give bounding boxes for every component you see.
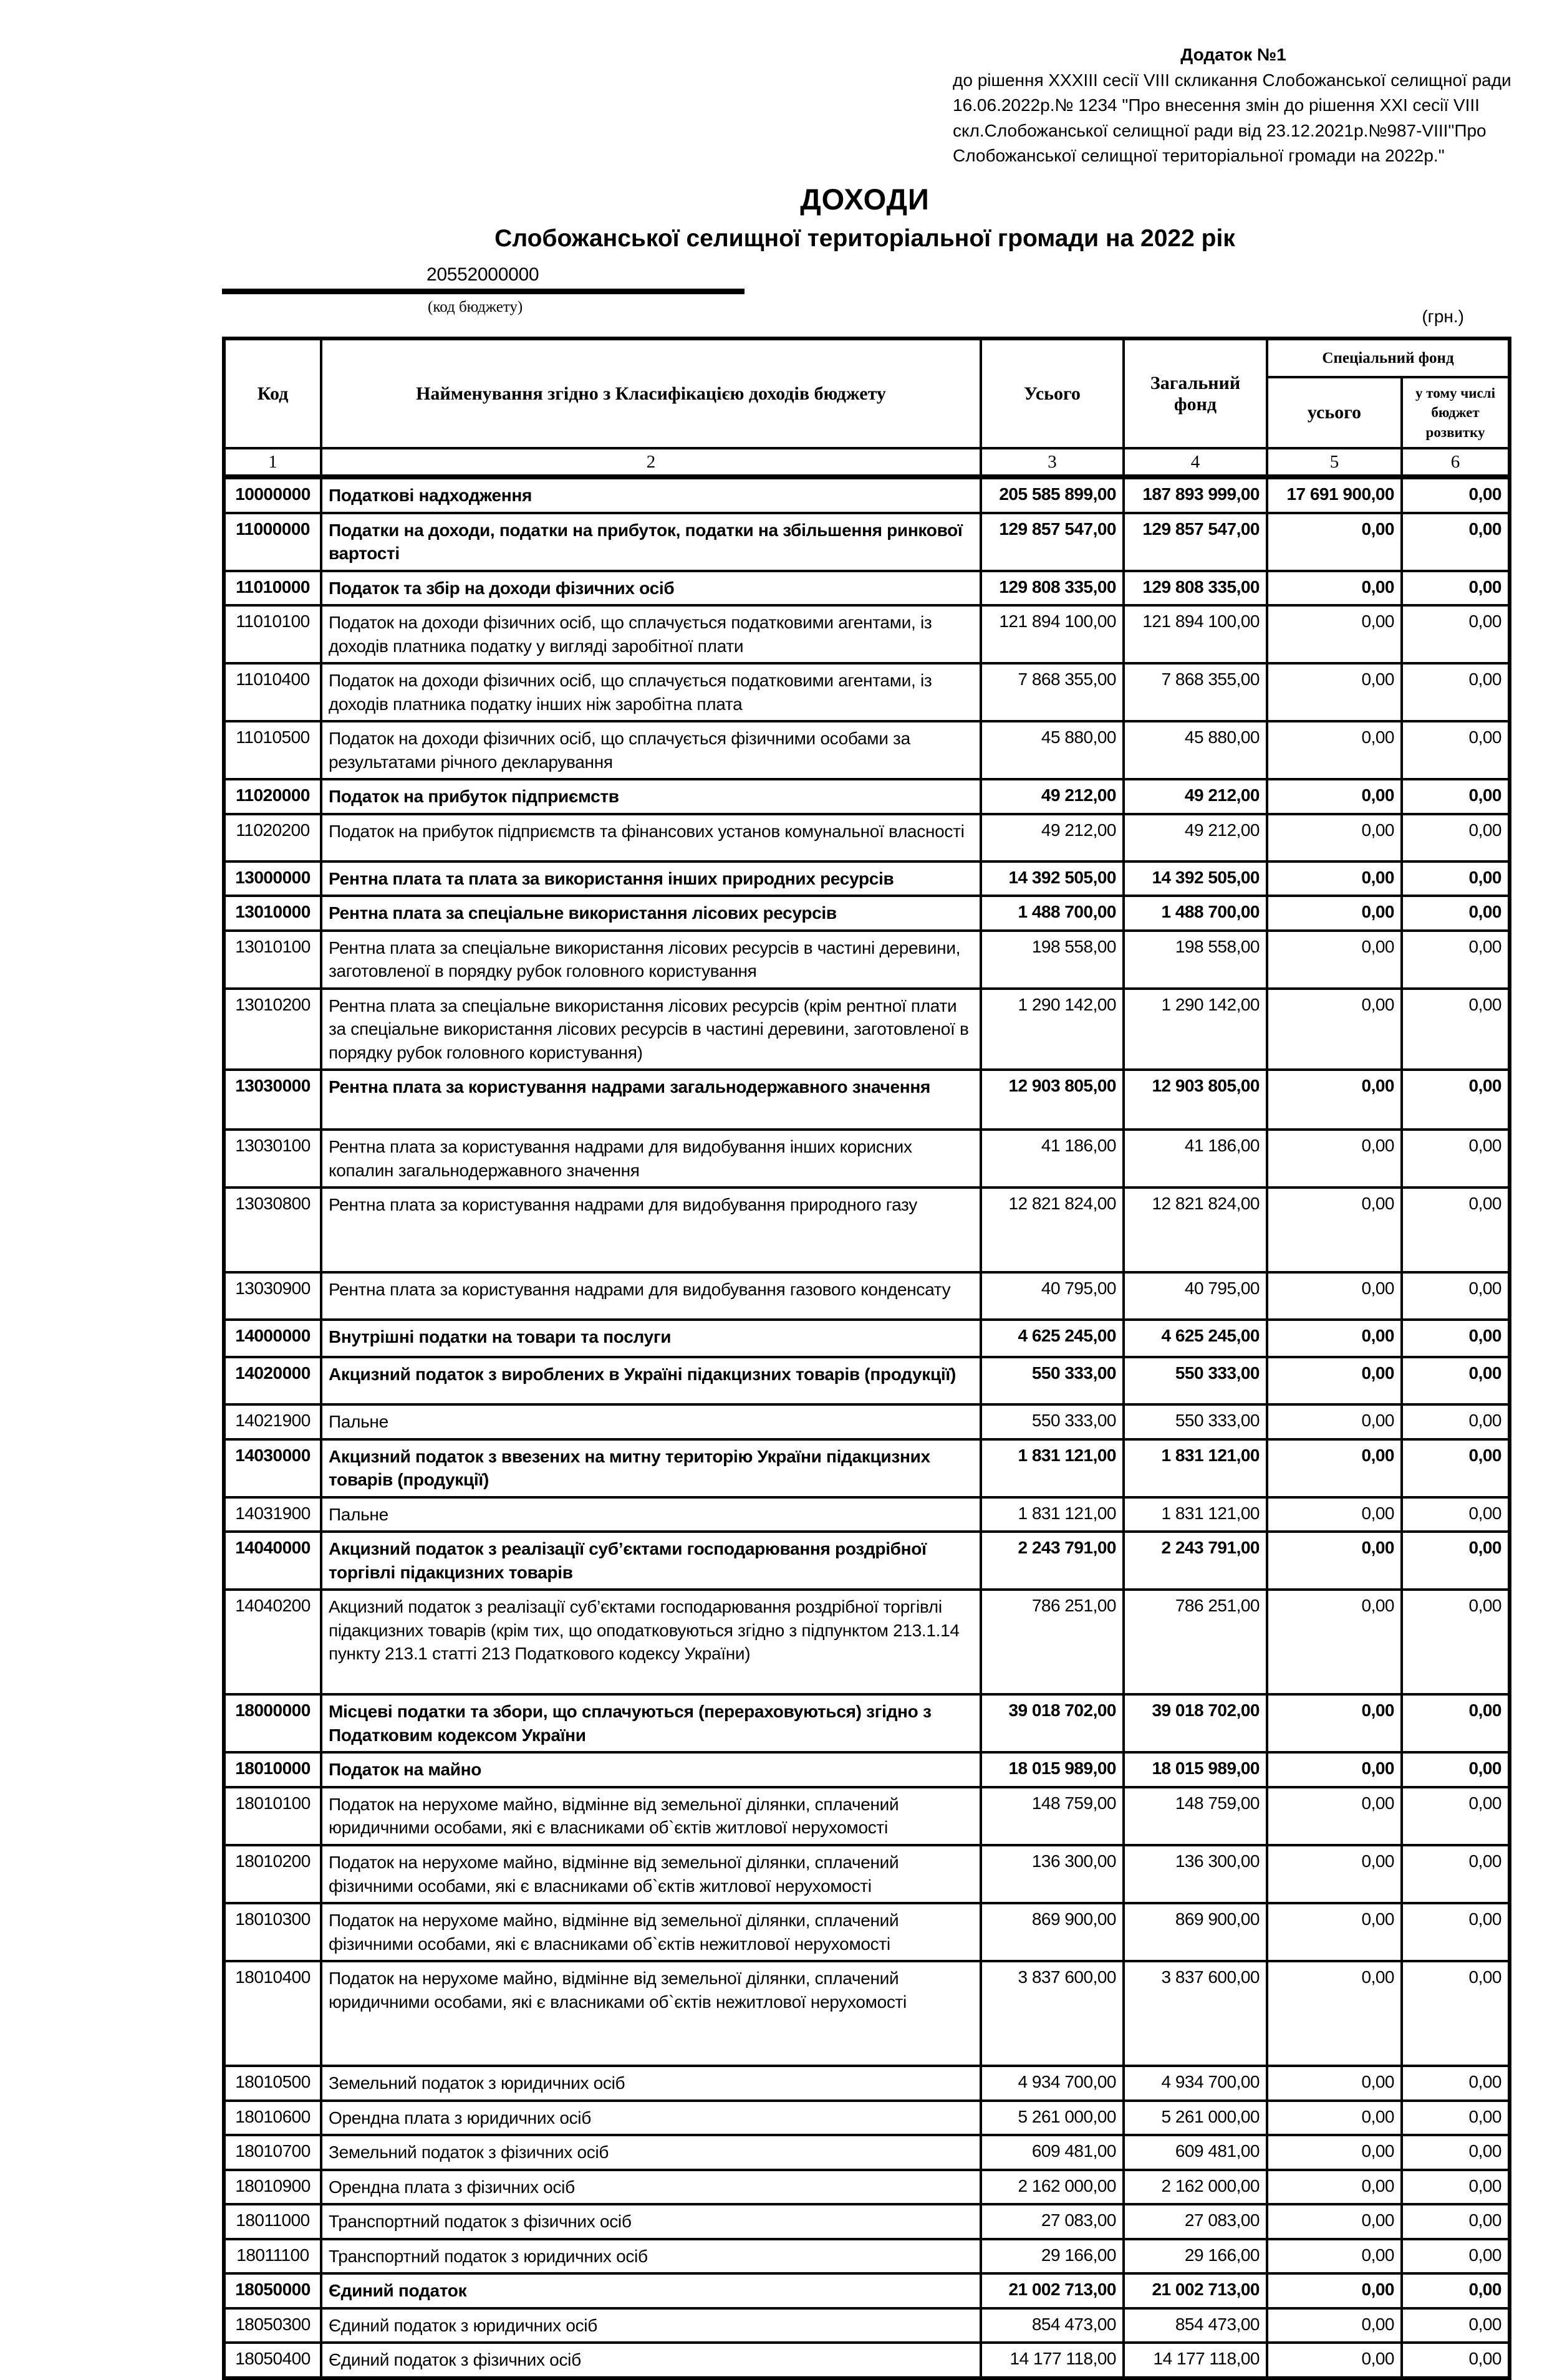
col-header-special-total: усього xyxy=(1267,377,1402,448)
row-code: 13010000 xyxy=(224,896,321,931)
row-name: Податок на прибуток підприємств xyxy=(321,779,981,814)
row-name: Акцизний податок з ввезених на митну територію України підакцизних товарів (продукції) xyxy=(321,1439,981,1497)
table-row xyxy=(224,1787,1510,1845)
appendix-note-line: до рішення XXXIII сесії VIII скликання Слобожанської селищної ради xyxy=(953,70,1511,90)
table-row xyxy=(224,1961,1510,2066)
row-general-fund: 187 893 999,00 xyxy=(1124,477,1267,513)
row-general-fund: 4 625 245,00 xyxy=(1124,1320,1267,1357)
row-name: Податок на нерухоме майно, відмінне від земельної ділянки, сплачений юридичними особами, які є власниками об`єктів житлової нерухомості xyxy=(321,1787,981,1845)
row-development-budget: 0,00 xyxy=(1402,2204,1510,2239)
row-special-fund: 0,00 xyxy=(1267,2343,1402,2378)
row-special-fund: 0,00 xyxy=(1267,1532,1402,1590)
row-name: Акцизний податок з реалізації суб’єктами господарювання роздрібної торгівлі підакцизних товарів xyxy=(321,1532,981,1590)
row-name: Податок на майно xyxy=(321,1752,981,1787)
row-total: 148 759,00 xyxy=(981,1787,1124,1845)
row-total: 869 900,00 xyxy=(981,1903,1124,1961)
row-total: 550 333,00 xyxy=(981,1404,1124,1439)
row-development-budget: 0,00 xyxy=(1402,2135,1510,2170)
appendix-note-line: скл.Слобожанської селищної ради від 23.12.2021р.№987-VIII"Про xyxy=(953,120,1487,140)
row-total: 7 868 355,00 xyxy=(981,663,1124,721)
row-total: 49 212,00 xyxy=(981,779,1124,814)
row-development-budget: 0,00 xyxy=(1402,605,1510,663)
budget-code: 20552000000 xyxy=(427,264,539,285)
row-code: 18000000 xyxy=(224,1694,321,1752)
row-total: 3 837 600,00 xyxy=(981,1961,1124,2066)
row-code: 14000000 xyxy=(224,1320,321,1357)
page-subtitle: Слобожанської селищної територіальної громади на 2022 рік xyxy=(494,225,1235,252)
table-row xyxy=(224,2343,1510,2378)
row-code: 14030000 xyxy=(224,1439,321,1497)
row-total: 49 212,00 xyxy=(981,814,1124,861)
row-code: 11010500 xyxy=(224,721,321,779)
row-code: 11000000 xyxy=(224,513,321,571)
row-total: 5 261 000,00 xyxy=(981,2101,1124,2136)
row-code: 14040200 xyxy=(224,1590,321,1694)
row-total: 2 162 000,00 xyxy=(981,2170,1124,2205)
table-row xyxy=(224,2239,1510,2274)
row-total: 29 166,00 xyxy=(981,2239,1124,2274)
table-row xyxy=(224,663,1510,721)
table-row xyxy=(224,1070,1510,1130)
row-general-fund: 136 300,00 xyxy=(1124,1845,1267,1903)
row-code: 11020200 xyxy=(224,814,321,861)
row-total: 45 880,00 xyxy=(981,721,1124,779)
row-special-fund: 0,00 xyxy=(1267,1787,1402,1845)
row-development-budget: 0,00 xyxy=(1402,2101,1510,2136)
row-name: Єдиний податок з юридичних осіб xyxy=(321,2308,981,2343)
row-name: Податок на доходи фізичних осіб, що сплачується податковими агентами, із доходів платника податку інших ніж заробітна плата xyxy=(321,663,981,721)
row-development-budget: 0,00 xyxy=(1402,513,1510,571)
row-general-fund: 129 808 335,00 xyxy=(1124,571,1267,606)
row-special-fund: 0,00 xyxy=(1267,663,1402,721)
table-row xyxy=(224,2101,1510,2136)
row-special-fund: 0,00 xyxy=(1267,2066,1402,2101)
row-total: 4 934 700,00 xyxy=(981,2066,1124,2101)
table-row xyxy=(224,1903,1510,1961)
table-row xyxy=(224,477,1510,513)
row-general-fund: 129 857 547,00 xyxy=(1124,513,1267,571)
row-general-fund: 1 290 142,00 xyxy=(1124,989,1267,1070)
row-name: Рентна плата за користування надрами для видобування газового конденсату xyxy=(321,1272,981,1320)
row-code: 10000000 xyxy=(224,477,321,513)
row-name: Орендна плата з фізичних осіб xyxy=(321,2170,981,2205)
row-development-budget: 0,00 xyxy=(1402,663,1510,721)
row-development-budget: 0,00 xyxy=(1402,2343,1510,2378)
row-total: 1 831 121,00 xyxy=(981,1497,1124,1532)
appendix-note-line: Слобожанської селищної територіальної громади на 2022р." xyxy=(953,146,1445,166)
table-row xyxy=(224,896,1510,931)
row-special-fund: 0,00 xyxy=(1267,1903,1402,1961)
table-row xyxy=(224,1188,1510,1272)
row-name: Акцизний податок з вироблених в Україні підакцизних товарів (продукції) xyxy=(321,1357,981,1404)
row-special-fund: 0,00 xyxy=(1267,2239,1402,2274)
row-name: Рентна плата за користування надрами для видобування інших корисних копалин загальнодержавного значення xyxy=(321,1130,981,1188)
row-development-budget: 0,00 xyxy=(1402,896,1510,931)
table-row xyxy=(224,814,1510,861)
row-name: Рентна плата за користування надрами для видобування природного газу xyxy=(321,1188,981,1272)
row-general-fund: 550 333,00 xyxy=(1124,1404,1267,1439)
row-general-fund: 7 868 355,00 xyxy=(1124,663,1267,721)
appendix-note-line: 16.06.2022р.№ 1234 "Про внесення змін до рішення XXI сесії VIII xyxy=(953,95,1480,115)
row-development-budget: 0,00 xyxy=(1402,1752,1510,1787)
row-special-fund: 0,00 xyxy=(1267,2308,1402,2343)
row-general-fund: 14 392 505,00 xyxy=(1124,861,1267,896)
row-code: 14031900 xyxy=(224,1497,321,1532)
appendix-note-title: Додаток №1 xyxy=(1180,45,1286,64)
row-development-budget: 0,00 xyxy=(1402,1845,1510,1903)
row-name: Внутрішні податки на товари та послуги xyxy=(321,1320,981,1357)
row-total: 21 002 713,00 xyxy=(981,2273,1124,2308)
table-header-row-1 xyxy=(224,338,1510,377)
row-code: 18010100 xyxy=(224,1787,321,1845)
row-special-fund: 0,00 xyxy=(1267,989,1402,1070)
table-row xyxy=(224,779,1510,814)
row-development-budget: 0,00 xyxy=(1402,1404,1510,1439)
row-code: 18010700 xyxy=(224,2135,321,2170)
table-row xyxy=(224,931,1510,989)
row-code: 13030800 xyxy=(224,1188,321,1272)
row-name: Рентна плата за користування надрами загальнодержавного значення xyxy=(321,1070,981,1130)
row-development-budget: 0,00 xyxy=(1402,2066,1510,2101)
row-total: 18 015 989,00 xyxy=(981,1752,1124,1787)
row-special-fund: 0,00 xyxy=(1267,1070,1402,1130)
row-name: Місцеві податки та збори, що сплачуються (перераховуються) згідно з Податковим кодексом України xyxy=(321,1694,981,1752)
row-special-fund: 0,00 xyxy=(1267,1130,1402,1188)
row-special-fund: 0,00 xyxy=(1267,2170,1402,2205)
row-total: 39 018 702,00 xyxy=(981,1694,1124,1752)
table-row xyxy=(224,571,1510,606)
column-number: 1 xyxy=(224,448,321,477)
row-development-budget: 0,00 xyxy=(1402,1961,1510,2066)
row-code: 18011100 xyxy=(224,2239,321,2274)
row-total: 1 488 700,00 xyxy=(981,896,1124,931)
row-special-fund: 0,00 xyxy=(1267,1752,1402,1787)
row-general-fund: 550 333,00 xyxy=(1124,1357,1267,1404)
row-development-budget: 0,00 xyxy=(1402,1357,1510,1404)
row-code: 18010300 xyxy=(224,1903,321,1961)
table-row xyxy=(224,1439,1510,1497)
row-name: Податок на нерухоме майно, відмінне від земельної ділянки, сплачений юридичними особами, які є власниками об`єктів нежитлової нерухомості xyxy=(321,1961,981,2066)
row-code: 14021900 xyxy=(224,1404,321,1439)
row-general-fund: 41 186,00 xyxy=(1124,1130,1267,1188)
row-general-fund: 869 900,00 xyxy=(1124,1903,1267,1961)
row-name: Податок на нерухоме майно, відмінне від земельної ділянки, сплачений фізичними особами, які є власниками об`єктів нежитлової нерухомості xyxy=(321,1903,981,1961)
row-development-budget: 0,00 xyxy=(1402,2273,1510,2308)
row-name: Єдиний податок xyxy=(321,2273,981,2308)
table-row xyxy=(224,861,1510,896)
table-row xyxy=(224,2308,1510,2343)
row-total: 14 392 505,00 xyxy=(981,861,1124,896)
row-development-budget: 0,00 xyxy=(1402,1320,1510,1357)
row-development-budget: 0,00 xyxy=(1402,571,1510,606)
row-special-fund: 0,00 xyxy=(1267,896,1402,931)
row-development-budget: 0,00 xyxy=(1402,2170,1510,2205)
row-total: 121 894 100,00 xyxy=(981,605,1124,663)
appendix-note xyxy=(953,42,1514,169)
row-special-fund: 0,00 xyxy=(1267,2204,1402,2239)
table-row xyxy=(224,1590,1510,1694)
row-special-fund: 0,00 xyxy=(1267,1961,1402,2066)
row-name: Податок та збір на доходи фізичних осіб xyxy=(321,571,981,606)
row-total: 40 795,00 xyxy=(981,1272,1124,1320)
col-header-special-development: у тому числі бюджет розвитку xyxy=(1402,377,1510,448)
row-name: Орендна плата з юридичних осіб xyxy=(321,2101,981,2136)
row-development-budget: 0,00 xyxy=(1402,2308,1510,2343)
row-general-fund: 49 212,00 xyxy=(1124,814,1267,861)
row-total: 2 243 791,00 xyxy=(981,1532,1124,1590)
row-development-budget: 0,00 xyxy=(1402,1694,1510,1752)
row-code: 11010400 xyxy=(224,663,321,721)
row-code: 18010600 xyxy=(224,2101,321,2136)
column-number: 6 xyxy=(1402,448,1510,477)
row-general-fund: 609 481,00 xyxy=(1124,2135,1267,2170)
row-special-fund: 0,00 xyxy=(1267,1320,1402,1357)
row-development-budget: 0,00 xyxy=(1402,1903,1510,1961)
table-row xyxy=(224,2170,1510,2205)
row-general-fund: 2 243 791,00 xyxy=(1124,1532,1267,1590)
row-development-budget: 0,00 xyxy=(1402,1439,1510,1497)
row-total: 854 473,00 xyxy=(981,2308,1124,2343)
row-special-fund: 0,00 xyxy=(1267,571,1402,606)
budget-code-caption: (код бюджету) xyxy=(428,299,523,315)
row-special-fund: 0,00 xyxy=(1267,2101,1402,2136)
row-development-budget: 0,00 xyxy=(1402,1272,1510,1320)
row-code: 13030900 xyxy=(224,1272,321,1320)
row-development-budget: 0,00 xyxy=(1402,861,1510,896)
row-code: 18050400 xyxy=(224,2343,321,2378)
table-row xyxy=(224,513,1510,571)
table-row xyxy=(224,605,1510,663)
row-general-fund: 39 018 702,00 xyxy=(1124,1694,1267,1752)
row-special-fund: 0,00 xyxy=(1267,1188,1402,1272)
row-total: 198 558,00 xyxy=(981,931,1124,989)
row-name: Пальне xyxy=(321,1404,981,1439)
revenue-table-wrap xyxy=(222,337,1511,2380)
row-special-fund: 0,00 xyxy=(1267,2273,1402,2308)
currency-unit-note: (грн.) xyxy=(1422,307,1464,326)
row-special-fund: 0,00 xyxy=(1267,721,1402,779)
row-general-fund: 1 831 121,00 xyxy=(1124,1439,1267,1497)
row-special-fund: 0,00 xyxy=(1267,931,1402,989)
column-number: 5 xyxy=(1267,448,1402,477)
row-name: Пальне xyxy=(321,1497,981,1532)
row-special-fund: 0,00 xyxy=(1267,814,1402,861)
col-header-total: Усього xyxy=(981,338,1124,448)
row-special-fund: 0,00 xyxy=(1267,605,1402,663)
row-development-budget: 0,00 xyxy=(1402,1497,1510,1532)
row-special-fund: 0,00 xyxy=(1267,1694,1402,1752)
row-total: 12 903 805,00 xyxy=(981,1070,1124,1130)
row-total: 609 481,00 xyxy=(981,2135,1124,2170)
row-name: Акцизний податок з реалізації суб’єктами господарювання роздрібної торгівлі підакцизних товарів (крім тих, що оподатковуються згідно з підпунктом 213.1.14 пункту 213.1 статті 213 Податкового кодексу України) xyxy=(321,1590,981,1694)
row-general-fund: 49 212,00 xyxy=(1124,779,1267,814)
row-code: 11010000 xyxy=(224,571,321,606)
row-special-fund: 0,00 xyxy=(1267,1357,1402,1404)
row-name: Транспортний податок з юридичних осіб xyxy=(321,2239,981,2274)
table-row xyxy=(224,1357,1510,1404)
page-heading xyxy=(222,182,1508,252)
row-total: 12 821 824,00 xyxy=(981,1188,1124,1272)
row-special-fund: 0,00 xyxy=(1267,2135,1402,2170)
table-row xyxy=(224,989,1510,1070)
row-general-fund: 1 488 700,00 xyxy=(1124,896,1267,931)
table-row xyxy=(224,1532,1510,1590)
row-development-budget: 0,00 xyxy=(1402,989,1510,1070)
row-total: 550 333,00 xyxy=(981,1357,1124,1404)
row-development-budget: 0,00 xyxy=(1402,1188,1510,1272)
row-code: 11020000 xyxy=(224,779,321,814)
row-code: 11010100 xyxy=(224,605,321,663)
row-general-fund: 40 795,00 xyxy=(1124,1272,1267,1320)
column-number-row xyxy=(224,448,1510,477)
revenue-table-body xyxy=(224,477,1510,2378)
row-development-budget: 0,00 xyxy=(1402,477,1510,513)
table-row xyxy=(224,2066,1510,2101)
row-total: 1 290 142,00 xyxy=(981,989,1124,1070)
row-development-budget: 0,00 xyxy=(1402,721,1510,779)
row-general-fund: 1 831 121,00 xyxy=(1124,1497,1267,1532)
row-general-fund: 14 177 118,00 xyxy=(1124,2343,1267,2378)
row-general-fund: 45 880,00 xyxy=(1124,721,1267,779)
row-name: Транспортний податок з фізичних осіб xyxy=(321,2204,981,2239)
row-total: 786 251,00 xyxy=(981,1590,1124,1694)
budget-code-underline xyxy=(222,289,745,294)
row-code: 18050000 xyxy=(224,2273,321,2308)
row-code: 13010100 xyxy=(224,931,321,989)
row-general-fund: 148 759,00 xyxy=(1124,1787,1267,1845)
row-special-fund: 0,00 xyxy=(1267,1439,1402,1497)
row-code: 13000000 xyxy=(224,861,321,896)
page-title: ДОХОДИ xyxy=(800,183,930,216)
row-total: 136 300,00 xyxy=(981,1845,1124,1903)
row-name: Рентна плата за спеціальне використання лісових ресурсів в частині деревини, заготовленої в порядку рубок головного користування xyxy=(321,931,981,989)
row-development-budget: 0,00 xyxy=(1402,931,1510,989)
row-special-fund: 0,00 xyxy=(1267,513,1402,571)
row-code: 14040000 xyxy=(224,1532,321,1590)
row-general-fund: 198 558,00 xyxy=(1124,931,1267,989)
row-general-fund: 2 162 000,00 xyxy=(1124,2170,1267,2205)
row-name: Податок на доходи фізичних осіб, що сплачується податковими агентами, із доходів платника податку у вигляді заробітної плати xyxy=(321,605,981,663)
table-row xyxy=(224,1272,1510,1320)
row-general-fund: 121 894 100,00 xyxy=(1124,605,1267,663)
row-general-fund: 27 083,00 xyxy=(1124,2204,1267,2239)
col-header-special-fund: Спеціальний фонд xyxy=(1267,338,1510,377)
column-number: 4 xyxy=(1124,448,1267,477)
row-code: 13030100 xyxy=(224,1130,321,1188)
row-general-fund: 4 934 700,00 xyxy=(1124,2066,1267,2101)
row-total: 14 177 118,00 xyxy=(981,2343,1124,2378)
table-row xyxy=(224,721,1510,779)
row-name: Земельний податок з юридичних осіб xyxy=(321,2066,981,2101)
row-code: 13030000 xyxy=(224,1070,321,1130)
row-code: 18010400 xyxy=(224,1961,321,2066)
row-development-budget: 0,00 xyxy=(1402,2239,1510,2274)
row-special-fund: 0,00 xyxy=(1267,861,1402,896)
row-code: 13010200 xyxy=(224,989,321,1070)
table-row xyxy=(224,1130,1510,1188)
row-total: 41 186,00 xyxy=(981,1130,1124,1188)
table-row xyxy=(224,1320,1510,1357)
row-general-fund: 3 837 600,00 xyxy=(1124,1961,1267,2066)
row-total: 205 585 899,00 xyxy=(981,477,1124,513)
row-code: 18050300 xyxy=(224,2308,321,2343)
row-general-fund: 5 261 000,00 xyxy=(1124,2101,1267,2136)
table-row xyxy=(224,2273,1510,2308)
column-number: 3 xyxy=(981,448,1124,477)
row-special-fund: 17 691 900,00 xyxy=(1267,477,1402,513)
row-code: 18010900 xyxy=(224,2170,321,2205)
row-name: Податок на доходи фізичних осіб, що сплачується фізичними особами за результатами річного декларування xyxy=(321,721,981,779)
col-header-general-fund: Загальний фонд xyxy=(1124,338,1267,448)
row-development-budget: 0,00 xyxy=(1402,1787,1510,1845)
row-general-fund: 786 251,00 xyxy=(1124,1590,1267,1694)
row-name: Податки на доходи, податки на прибуток, податки на збільшення ринкової вартості xyxy=(321,513,981,571)
row-name: Земельний податок з фізичних осіб xyxy=(321,2135,981,2170)
row-general-fund: 18 015 989,00 xyxy=(1124,1752,1267,1787)
table-row xyxy=(224,1404,1510,1439)
row-total: 129 808 335,00 xyxy=(981,571,1124,606)
row-total: 4 625 245,00 xyxy=(981,1320,1124,1357)
row-special-fund: 0,00 xyxy=(1267,1845,1402,1903)
row-name: Податок на прибуток підприємств та фінансових установ комунальної власності xyxy=(321,814,981,861)
row-special-fund: 0,00 xyxy=(1267,779,1402,814)
row-special-fund: 0,00 xyxy=(1267,1590,1402,1694)
row-special-fund: 0,00 xyxy=(1267,1497,1402,1532)
row-general-fund: 21 002 713,00 xyxy=(1124,2273,1267,2308)
table-row xyxy=(224,1497,1510,1532)
row-development-budget: 0,00 xyxy=(1402,814,1510,861)
row-code: 18011000 xyxy=(224,2204,321,2239)
row-code: 18010500 xyxy=(224,2066,321,2101)
row-name: Рентна плата та плата за використання інших природних ресурсів xyxy=(321,861,981,896)
row-development-budget: 0,00 xyxy=(1402,1130,1510,1188)
row-development-budget: 0,00 xyxy=(1402,1070,1510,1130)
row-name: Єдиний податок з фізичних осіб xyxy=(321,2343,981,2378)
row-name: Рентна плата за спеціальне використання лісових ресурсів xyxy=(321,896,981,931)
row-code: 14020000 xyxy=(224,1357,321,1404)
row-development-budget: 0,00 xyxy=(1402,779,1510,814)
row-name: Податок на нерухоме майно, відмінне від земельної ділянки, сплачений фізичними особами, які є власниками об`єктів житлової нерухомості xyxy=(321,1845,981,1903)
row-general-fund: 29 166,00 xyxy=(1124,2239,1267,2274)
row-general-fund: 12 903 805,00 xyxy=(1124,1070,1267,1130)
row-name: Рентна плата за спеціальне використання лісових ресурсів (крім рентної плати за спеціальне використання лісових ресурсів в частині деревини, заготовленої в порядку рубок головного користування) xyxy=(321,989,981,1070)
table-row xyxy=(224,1694,1510,1752)
row-total: 129 857 547,00 xyxy=(981,513,1124,571)
column-number: 2 xyxy=(321,448,981,477)
col-header-name: Найменування згідно з Класифікацією доходів бюджету xyxy=(321,338,981,448)
row-total: 1 831 121,00 xyxy=(981,1439,1124,1497)
row-general-fund: 12 821 824,00 xyxy=(1124,1188,1267,1272)
table-row xyxy=(224,1845,1510,1903)
row-name: Податкові надходження xyxy=(321,477,981,513)
revenue-table xyxy=(222,337,1511,2380)
row-special-fund: 0,00 xyxy=(1267,1272,1402,1320)
col-header-code: Код xyxy=(224,338,321,448)
table-row xyxy=(224,2135,1510,2170)
row-development-budget: 0,00 xyxy=(1402,1532,1510,1590)
row-development-budget: 0,00 xyxy=(1402,1590,1510,1694)
row-general-fund: 854 473,00 xyxy=(1124,2308,1267,2343)
table-row xyxy=(224,1752,1510,1787)
table-row xyxy=(224,2204,1510,2239)
row-code: 18010000 xyxy=(224,1752,321,1787)
row-code: 18010200 xyxy=(224,1845,321,1903)
row-special-fund: 0,00 xyxy=(1267,1404,1402,1439)
row-total: 27 083,00 xyxy=(981,2204,1124,2239)
